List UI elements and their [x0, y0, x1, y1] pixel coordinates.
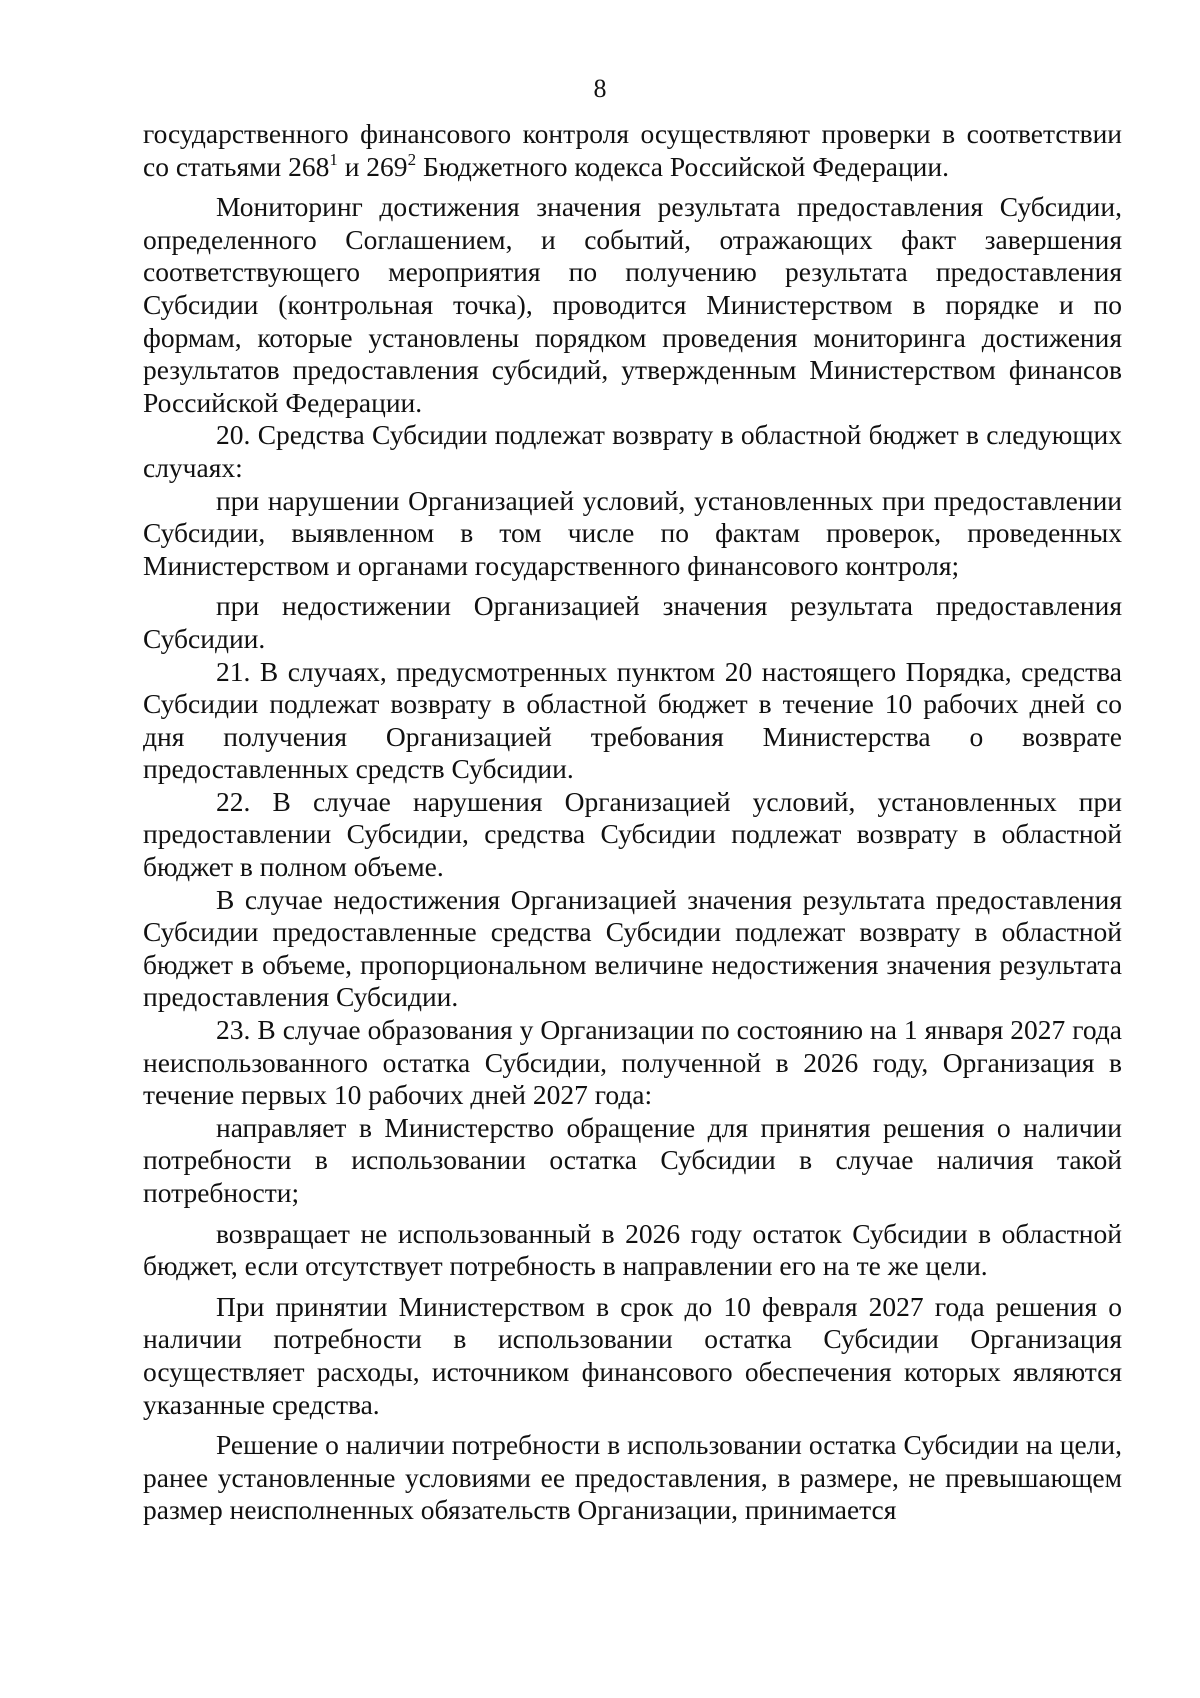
paragraph-monitoring: Мониторинг достижения значения результата предоставления Субсидии, определенного Соглашением, и событий, отражающих факт завершения соответствующего мероприятия по получению результата предоставления Субсидии (контрольная точка), проводится Министерством в порядке и по формам, которые установлены порядком проведения мониторинга достижения результатов предоставления субсидий, утвержденным Министерством финансов Российской Федерации. [143, 191, 1122, 418]
page-number: 8 [593, 74, 607, 103]
paragraph-text: государственного финансового контроля осуществляют проверки в соответствии со статьями 268 [143, 118, 1122, 182]
paragraph-continuation [143, 118, 1122, 183]
paragraph-text: и 269 [337, 150, 408, 182]
paragraph-nonachievement-case: при недостижении Организацией значения результата предоставления Субсидии. [143, 590, 1122, 654]
paragraph-text: Бюджетного кодекса Российской Федерации. [416, 150, 949, 182]
paragraph-violation-case: при нарушении Организацией условий, установленных при предоставлении Субсидии, выявленном в том числе по фактам проверок, проведенных Министерством и органами государственного финансового контроля; [143, 484, 1122, 581]
paragraph-decision-criteria: Решение о наличии потребности в использовании остатка Субсидии на цели, ранее установленные условиями ее предоставления, в размере, не превышающем размер неисполненных обязательств Организации, принимается [143, 1429, 1122, 1526]
paragraph-item-20: 20. Средства Субсидии подлежат возврату в областной бюджет в следующих случаях: [143, 419, 1122, 483]
paragraph-item-23: 23. В случае образования у Организации по состоянию на 1 января 2027 года неиспользованного остатка Субсидии, полученной в 2026 году, Организация в течение первых 10 рабочих дней 2027 года: [143, 1014, 1122, 1111]
footnote-marker: 1 [329, 149, 338, 169]
footnote-marker: 2 [407, 149, 417, 169]
paragraph-return-remainder: возвращает не использованный в 2026 году остаток Субсидии в областной бюджет, если отсутствует потребность в направлении его на те же цели. [143, 1217, 1122, 1282]
paragraph-proportional-return: В случае недостижения Организацией значения результата предоставления Субсидии предоставленные средства Субсидии подлежат возврату в областной бюджет в объеме, пропорциональном величине недостижения значения результата предоставления Субсидии. [143, 883, 1122, 1013]
paragraph-request-need: направляет в Министерство обращение для принятия решения о наличии потребности в использовании остатка Субсидии в случае наличия такой потребности; [143, 1111, 1122, 1208]
paragraph-item-22: 22. В случае нарушения Организацией условий, установленных при предоставлении Субсидии, средства Субсидии подлежат возврату в областной бюджет в полном объеме. [143, 785, 1122, 883]
paragraph-decision-deadline: При принятии Министерством в срок до 10 февраля 2027 года решения о наличии потребности в использовании остатка Субсидии Организация осуществляет расходы, источником финансового обеспечения которых являются указанные средства. [143, 1290, 1122, 1420]
document-body [143, 118, 1122, 1527]
paragraph-item-21: 21. В случаях, предусмотренных пунктом 20 настоящего Порядка, средства Субсидии подлежат возврату в областной бюджет в течение 10 рабочих дней со дня получения Организацией требования Министерства о возврате предоставленных средств Субсидии. [143, 655, 1122, 785]
